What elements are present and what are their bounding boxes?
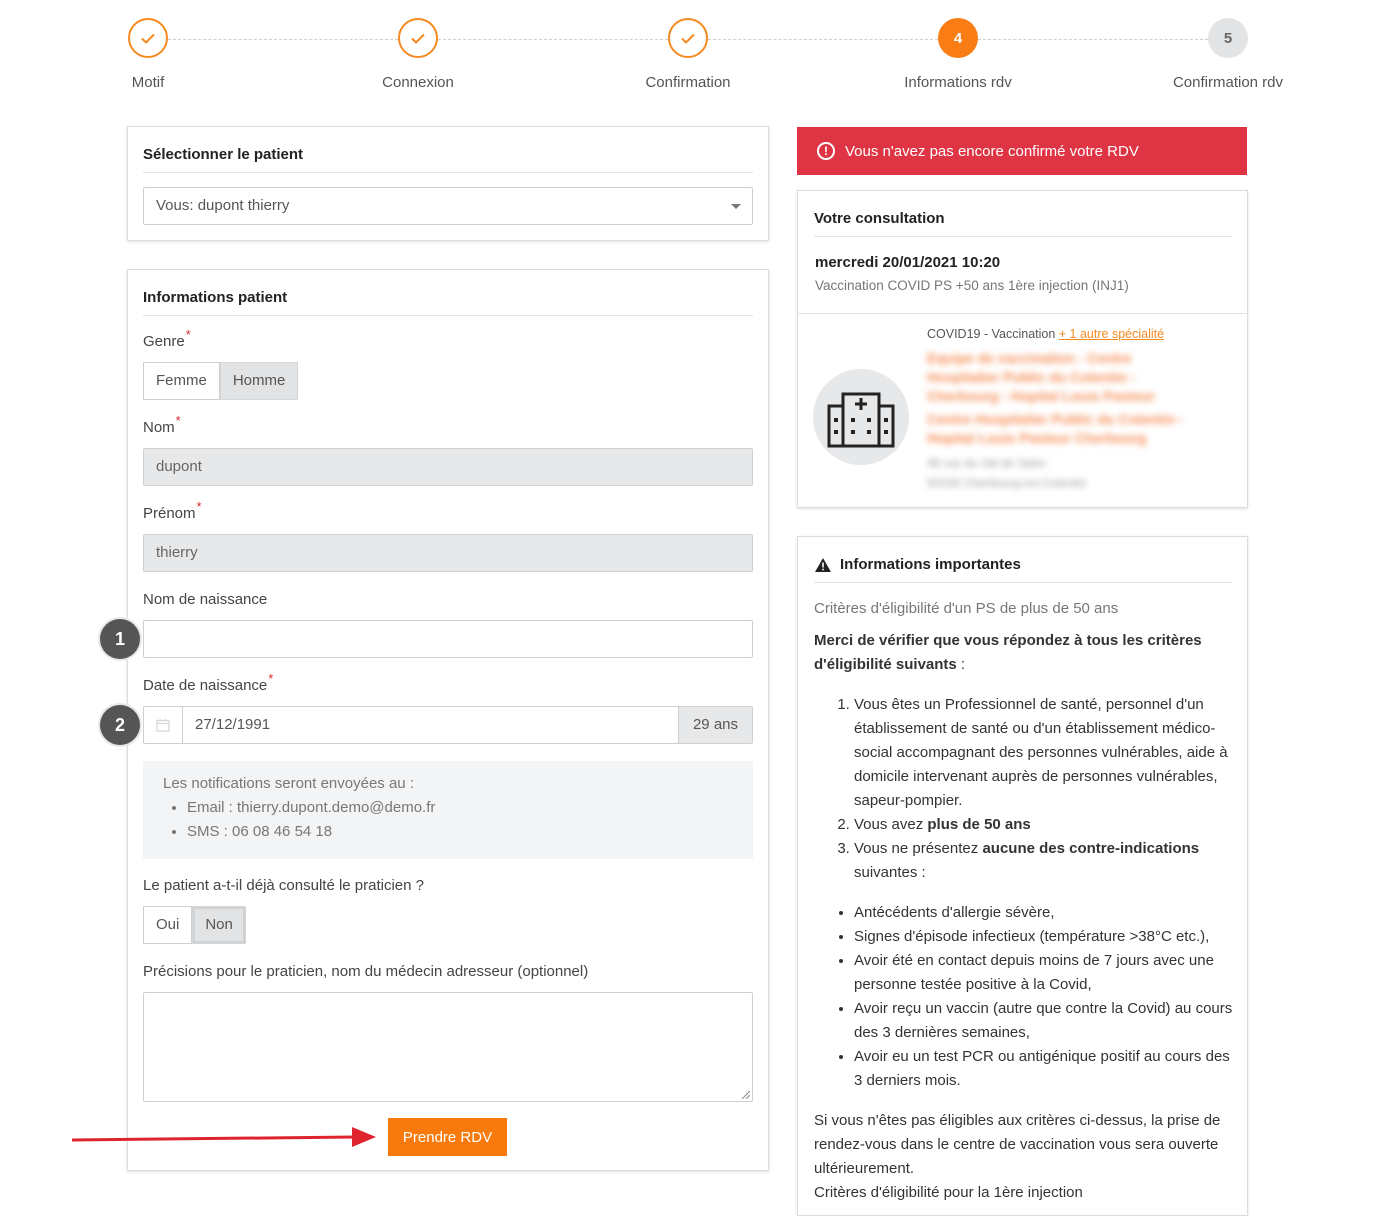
check-icon bbox=[668, 18, 708, 58]
important-info-card bbox=[797, 536, 1248, 1216]
patient-select-value: Vous: dupont thierry bbox=[156, 197, 290, 214]
card-title: Informations importantes bbox=[814, 556, 1232, 583]
precisions-textarea[interactable] bbox=[143, 992, 753, 1102]
criteria-list bbox=[814, 693, 1234, 885]
genre-homme-button[interactable]: Homme bbox=[220, 362, 299, 400]
patient-info-card bbox=[127, 269, 769, 1171]
card-title: Informations patient bbox=[143, 289, 753, 316]
nom-field: dupont bbox=[143, 448, 753, 486]
info-subtitle: Critères d'éligibilité d'un PS de plus de 50 ans bbox=[814, 600, 1119, 617]
specialty-line bbox=[927, 327, 1164, 341]
exclamation-circle-icon: ! bbox=[817, 142, 835, 160]
consulted-non-button[interactable]: Non bbox=[192, 906, 246, 944]
annotation-badge-2: 2 bbox=[100, 705, 140, 745]
chevron-down-icon bbox=[731, 204, 741, 209]
step-connexion bbox=[333, 18, 503, 91]
step-confirmation bbox=[603, 18, 773, 91]
consulted-toggle bbox=[143, 906, 246, 944]
card-title: Votre consultation bbox=[814, 210, 1232, 237]
criterion-item: 2. Vous avez plus de 50 ans bbox=[854, 813, 1234, 837]
genre-label: Genre* bbox=[143, 327, 191, 350]
contraindication-item: • Signes d'épisode infectieux (température >38°C etc.), bbox=[854, 925, 1234, 949]
criterion-item: 3. Vous ne présentez aucune des contre-indications suivantes : bbox=[854, 837, 1234, 885]
date-naissance-label: Date de naissance* bbox=[143, 671, 274, 694]
progress-stepper bbox=[0, 0, 1377, 110]
contraindication-item: • Avoir eu un test PCR ou antigénique positif au cours des 3 derniers mois. bbox=[854, 1045, 1234, 1093]
resize-handle-icon[interactable] bbox=[742, 1091, 750, 1099]
notif-email: • Email : thierry.dupont.demo@demo.fr bbox=[187, 796, 733, 820]
divider bbox=[798, 313, 1247, 314]
consultation-datetime: mercredi 20/01/2021 10:20 bbox=[815, 254, 1001, 271]
prenom-field: thierry bbox=[143, 534, 753, 572]
more-specialty-link[interactable]: + 1 autre spécialité bbox=[1058, 327, 1165, 341]
date-naissance-group bbox=[143, 706, 753, 744]
consulted-oui-button[interactable]: Oui bbox=[143, 906, 192, 944]
check-icon bbox=[128, 18, 168, 58]
unconfirmed-alert bbox=[797, 127, 1247, 175]
genre-femme-button[interactable]: Femme bbox=[143, 362, 220, 400]
step-informations-rdv bbox=[873, 18, 1043, 91]
check-icon bbox=[398, 18, 438, 58]
consultation-motif: Vaccination COVID PS +50 ans 1ère injection (INJ1) bbox=[815, 278, 1129, 293]
step-number: 5 bbox=[1208, 18, 1248, 58]
step-label: Connexion bbox=[382, 74, 454, 91]
step-label: Motif bbox=[131, 74, 165, 91]
step-motif bbox=[63, 18, 233, 91]
patient-select[interactable] bbox=[143, 187, 753, 225]
contraindications-list bbox=[814, 901, 1234, 1093]
notifications-box bbox=[143, 761, 753, 859]
address-blurred: 46 rue du Val de Saire 50100 Cherbourg-en-Cotentin bbox=[927, 456, 1087, 490]
age-badge: 29 ans bbox=[678, 707, 752, 743]
step-label: Informations rdv bbox=[904, 74, 1012, 91]
annotation-badge-1: 1 bbox=[100, 619, 140, 659]
alert-text: Vous n'avez pas encore confirmé votre RDV bbox=[845, 142, 1139, 160]
notifications-intro: Les notifications seront envoyées au : bbox=[163, 775, 414, 792]
info-intro: Merci de vérifier que vous répondez à tous les critères d'éligibilité suivants : bbox=[814, 632, 1202, 673]
genre-toggle bbox=[143, 362, 298, 400]
step-confirmation-rdv bbox=[1143, 18, 1313, 91]
hospital-icon bbox=[813, 369, 909, 465]
step-label: Confirmation rdv bbox=[1172, 74, 1284, 91]
contraindication-item: • Avoir été en contact depuis moins de 7 jours avec une personne testée positive à la Covid, bbox=[854, 949, 1234, 997]
precisions-label: Précisions pour le praticien, nom du médecin adresseur (optionnel) bbox=[143, 963, 589, 980]
step-number: 4 bbox=[938, 18, 978, 58]
contraindication-item: • Antécédents d'allergie sévère, bbox=[854, 901, 1234, 925]
date-naissance-input[interactable]: 27/12/1991 bbox=[195, 716, 271, 733]
nom-naissance-input[interactable] bbox=[143, 620, 753, 658]
notif-sms: • SMS : 06 08 46 54 18 bbox=[187, 820, 733, 844]
warning-icon bbox=[814, 557, 832, 573]
consultation-card bbox=[797, 190, 1248, 508]
info-footer: Si vous n'êtes pas éligibles aux critères ci-dessus, la prise de rendez-vous dans le centre de vaccination vous sera ouverte ultérieurement. bbox=[814, 1112, 1221, 1177]
contraindication-item: • Avoir reçu un vaccin (autre que contre la Covid) au cours des 3 dernières semaines, bbox=[854, 997, 1234, 1045]
patient-select-card bbox=[127, 126, 769, 241]
step-label: Confirmation bbox=[645, 74, 731, 91]
info-footer-2: Critères d'éligibilité pour la 1ère injection bbox=[814, 1184, 1083, 1201]
already-consulted-label: Le patient a-t-il déjà consulté le praticien ? bbox=[143, 877, 425, 894]
annotation-arrow-icon bbox=[70, 1124, 380, 1152]
center-name-blurred: Equipe de vaccination - Centre Hospitalier Public du Cotentin - Cherbourg - Hopital Louis Pasteur Centre Hospitalier Public du Cotentin - Hopital Louis Pasteur Cherbourg bbox=[927, 350, 1184, 446]
criterion-item: 1. Vous êtes un Professionnel de santé, personnel d'un établissement de santé ou d'un établissement médico-social accompagnant des personnes vulnérables, aide à domicile intervenant auprès de personnes vulnérables, sapeur-pompier. bbox=[854, 693, 1234, 813]
specialty: COVID19 - Vaccination bbox=[927, 327, 1056, 341]
nom-label: Nom* bbox=[143, 413, 181, 436]
prenom-label: Prénom* bbox=[143, 499, 202, 522]
prendre-rdv-button[interactable]: Prendre RDV bbox=[388, 1118, 507, 1156]
calendar-icon[interactable] bbox=[144, 707, 183, 743]
nom-naissance-label: Nom de naissance bbox=[143, 591, 268, 608]
card-title: Sélectionner le patient bbox=[143, 146, 753, 173]
